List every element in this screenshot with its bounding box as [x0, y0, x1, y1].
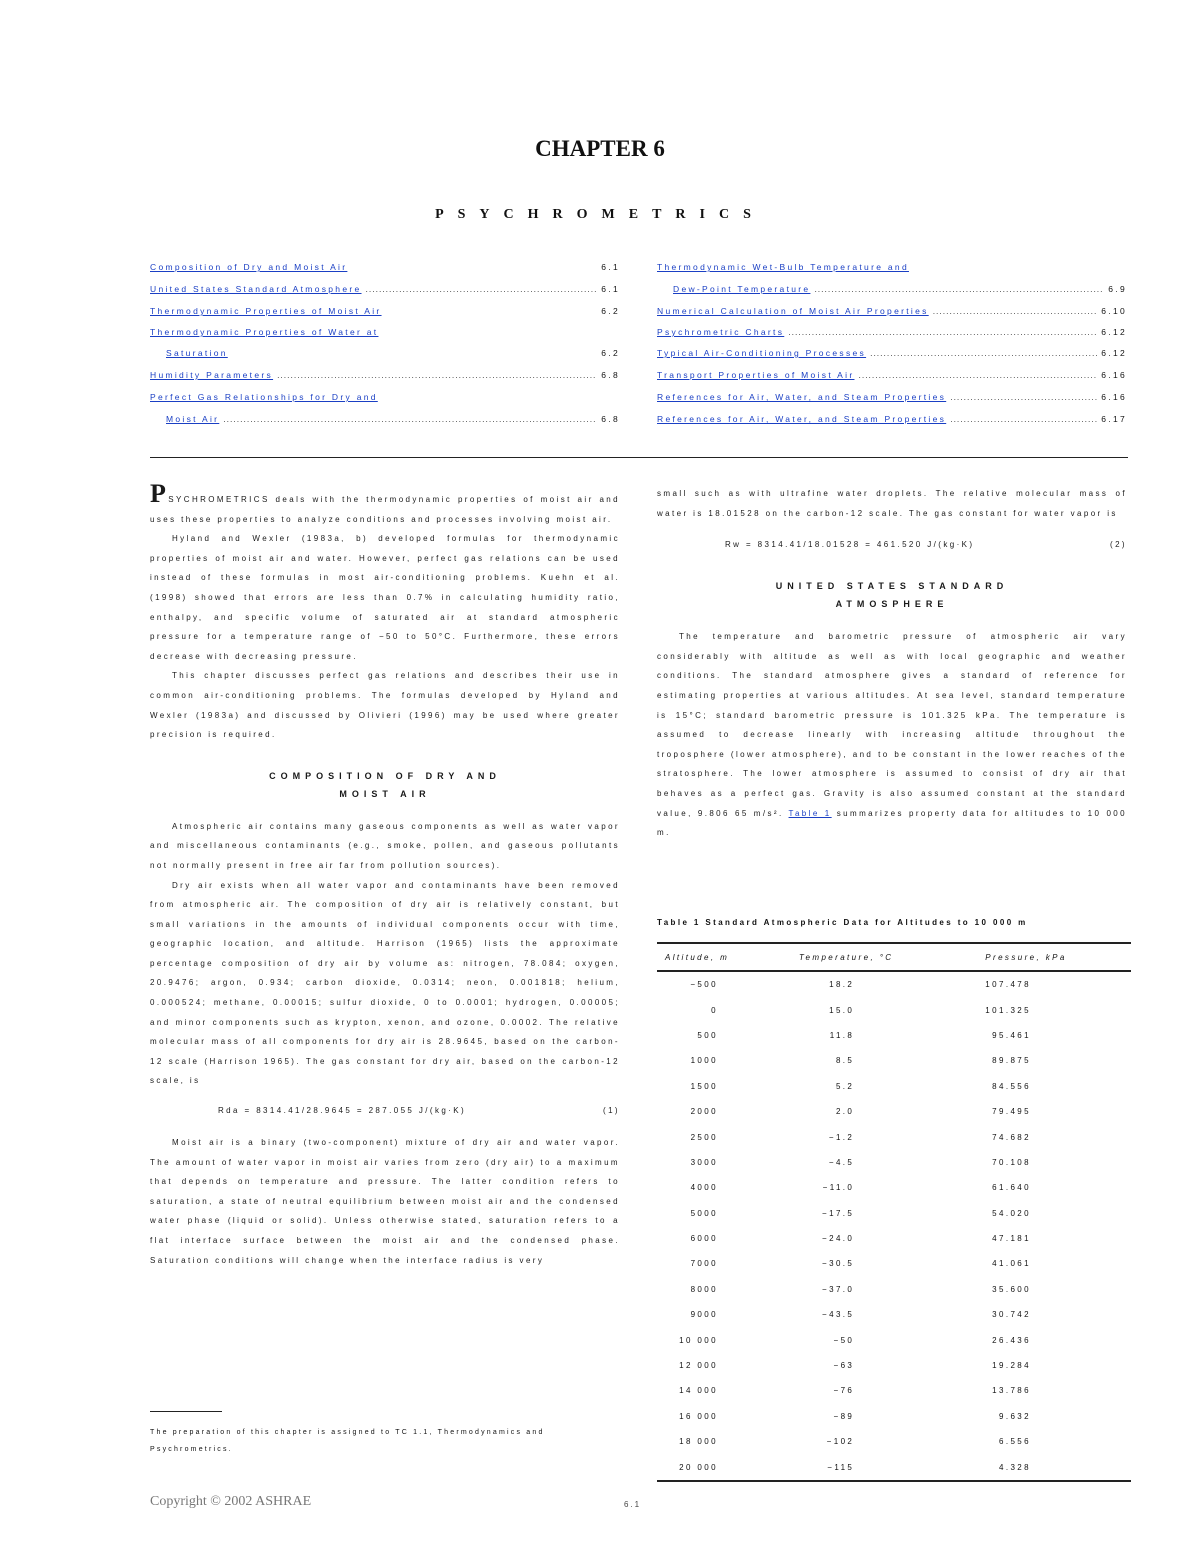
altitude-cell: 2500: [690, 1132, 718, 1142]
temperature-cell: 11.8: [829, 1030, 855, 1040]
equation-1: [150, 1101, 620, 1121]
toc-page: 6.9: [1108, 284, 1127, 294]
pressure-cell: 89.875: [992, 1056, 1031, 1066]
toc-item[interactable]: [166, 414, 620, 424]
altitude-cell: 16 000: [679, 1411, 718, 1421]
temperature-cell: −50: [833, 1335, 855, 1345]
intro-paragraph: PSYCHROMETRICS deals with the thermodynamic properties of moist air and uses these properties to analyze conditions and processes involving moist air.: [150, 479, 620, 524]
altitude-cell: 4000: [690, 1183, 718, 1193]
toc-link[interactable]: References for Air, Water, and Steam Properties: [657, 414, 947, 424]
toc-page: 6.1: [601, 284, 620, 294]
table-row: [657, 1378, 1131, 1403]
pressure-cell: 9.632: [998, 1411, 1031, 1421]
toc-link[interactable]: Saturation: [166, 348, 228, 358]
column-header: Pressure, kPa: [984, 943, 1131, 971]
body-paragraph: Atmospheric air contains many gaseous components as well as water vapor and miscellaneous contaminants (e.g., smoke, pollen, and gaseous pollutants not normally present in free air far from pollution sources).: [150, 821, 620, 870]
toc-link[interactable]: Dew-Point Temperature: [673, 284, 811, 294]
toc-page: 6.2: [601, 306, 620, 316]
toc-page: 6.8: [601, 414, 620, 424]
temperature-cell: −24.0: [822, 1234, 855, 1244]
table-row: [657, 1201, 1131, 1226]
toc-item[interactable]: [150, 327, 620, 337]
body-paragraph: Dry air exists when all water vapor and contaminants have been removed from atmospheric air. The composition of dry air is relatively constant, but small variations in the amounts of individual components occur with time, geographic location, and altitude. Harrison (1965) lists the approximate percentage composition of dry air by volume as: nitrogen, 78.084; oxygen, 20.9476; argon, 0.934; carbon dioxide, 0.0314; neon, 0.001818; helium, 0.000524; methane, 0.00015; sulfur dioxide, 0 to 0.0001; hydrogen, 0.00005; and minor components such as krypton, xenon, and ozone, 0.0002. The relative molecular mass of all components for dry air is 28.9645, based on the carbon-12 scale (Harrison 1965). The gas constant for dry air, based on the carbon-12 scale, is: [150, 880, 620, 1086]
temperature-cell: −63: [833, 1361, 855, 1371]
table-row: [657, 1074, 1131, 1099]
toc-page: 6.17: [1101, 414, 1127, 424]
toc-link[interactable]: Psychrometric Charts: [657, 327, 785, 337]
altitude-cell: 18 000: [679, 1437, 718, 1447]
drop-cap: P: [150, 479, 169, 508]
toc-link[interactable]: Humidity Parameters: [150, 370, 274, 380]
toc-page: 6.8: [601, 370, 620, 380]
pressure-cell: 107.478: [985, 980, 1031, 990]
pressure-cell: 26.436: [992, 1335, 1031, 1345]
pressure-cell: 47.181: [992, 1234, 1031, 1244]
pressure-cell: 41.061: [992, 1259, 1031, 1269]
equation: Rw = 8314.41/18.01528 = 461.520 J/(kg·K): [725, 540, 975, 550]
temperature-cell: −1.2: [828, 1132, 855, 1142]
altitude-cell: 8000: [690, 1284, 718, 1294]
toc-page: 6.12: [1101, 348, 1127, 358]
toc-page: 6.16: [1101, 370, 1127, 380]
left-column: [150, 479, 620, 1270]
altitude-cell: 1000: [690, 1056, 718, 1066]
toc-link[interactable]: Thermodynamic Wet-Bulb Temperature and: [657, 262, 909, 272]
pressure-cell: 54.020: [992, 1208, 1031, 1218]
body-paragraph: small such as with ultrafine water droplets. The relative molecular mass of water is 18.01528 on the carbon-12 scale. The gas constant for water vapor is: [657, 489, 1127, 518]
temperature-cell: 18.2: [829, 980, 855, 990]
toc-item[interactable]: [673, 284, 1127, 294]
footnote: The preparation of this chapter is assigned to TC 1.1, Thermodynamics and Psychrometrics.: [150, 1429, 545, 1453]
temperature-cell: −43.5: [822, 1310, 855, 1320]
body-paragraph: Moist air is a binary (two-component) mixture of dry air and water vapor. The amount of water vapor in moist air varies from zero (dry air) to a maximum that depends on temperature and pressure. The latter condition refers to saturation, a state of neutral equilibrium between moist air and the condensed water phase (liquid or solid). Unless otherwise stated, saturation refers to a flat interface surface between the moist air and the condensed phase. Saturation conditions will change when the interface radius is very: [150, 1138, 620, 1265]
temperature-cell: 8.5: [835, 1056, 855, 1066]
temperature-cell: −4.5: [828, 1157, 855, 1167]
equation-number: (1): [603, 1106, 620, 1116]
column-header: Altitude, m: [657, 943, 798, 971]
toc-item[interactable]: [657, 348, 1127, 358]
chapter-heading: CHAPTER 6: [535, 136, 665, 161]
right-column: [657, 484, 1127, 843]
table-row: [657, 1150, 1131, 1175]
temperature-cell: −76: [833, 1386, 855, 1396]
toc-link[interactable]: Typical Air-Conditioning Processes: [657, 348, 867, 358]
toc-item[interactable]: [150, 306, 620, 316]
toc-link[interactable]: Thermodynamic Properties of Water at: [150, 327, 379, 337]
pressure-cell: 4.328: [984, 1454, 1131, 1480]
toc-item[interactable]: [150, 284, 620, 294]
table-row: [657, 1302, 1131, 1327]
toc-item[interactable]: [657, 262, 1127, 272]
altitude-cell: −500: [690, 980, 718, 990]
toc-item[interactable]: [657, 306, 1127, 316]
temperature-cell: 15.0: [829, 1005, 855, 1015]
altitude-cell: 20 000: [657, 1454, 798, 1480]
pressure-cell: 6.556: [998, 1437, 1031, 1447]
toc-item[interactable]: [150, 262, 620, 272]
toc-link[interactable]: Composition of Dry and Moist Air: [150, 262, 348, 272]
table-row: [657, 1327, 1131, 1352]
pressure-cell: 30.742: [992, 1310, 1031, 1320]
table-row: [657, 1353, 1131, 1378]
section-heading: UNITED STATES STANDARD ATMOSPHERE: [775, 581, 1009, 610]
toc-link[interactable]: Numerical Calculation of Moist Air Properties: [657, 306, 929, 316]
table-row: [657, 1048, 1131, 1073]
toc-link[interactable]: References for Air, Water, and Steam Properties: [657, 392, 947, 402]
equation: Rda = 8314.41/28.9645 = 287.055 J/(kg·K): [218, 1106, 467, 1116]
toc-item[interactable]: [166, 348, 620, 358]
altitude-cell: 14 000: [679, 1386, 718, 1396]
toc-link[interactable]: Moist Air: [166, 414, 220, 424]
toc-divider: [150, 457, 1128, 458]
altitude-cell: 0: [711, 1005, 718, 1015]
toc-item[interactable]: [657, 327, 1127, 337]
temperature-cell: −37.0: [822, 1284, 855, 1294]
pressure-cell: 35.600: [992, 1284, 1031, 1294]
altitude-cell: 7000: [690, 1259, 718, 1269]
pressure-cell: 70.108: [992, 1157, 1031, 1167]
standard-atmosphere-table: [657, 942, 1131, 1482]
temperature-cell: −89: [833, 1411, 855, 1421]
equation-number: (2): [1110, 540, 1127, 550]
toc-item[interactable]: [150, 392, 620, 402]
toc-link[interactable]: Transport Properties of Moist Air: [657, 370, 855, 380]
altitude-cell: 10 000: [679, 1335, 718, 1345]
altitude-cell: 12 000: [679, 1361, 718, 1371]
altitude-cell: 9000: [690, 1310, 718, 1320]
altitude-cell: 1500: [690, 1081, 718, 1091]
table-row: [657, 1251, 1131, 1276]
footnote-rule: [150, 1411, 222, 1412]
toc-link[interactable]: Perfect Gas Relationships for Dry and: [150, 392, 378, 402]
altitude-cell: 500: [697, 1030, 718, 1040]
temperature-cell: −102: [826, 1437, 855, 1447]
section-heading: COMPOSITION OF DRY AND MOIST AIR: [269, 770, 501, 799]
altitude-cell: 6000: [690, 1234, 718, 1244]
body-paragraph: This chapter discusses perfect gas relations and describes their use in common air-conditioning problems. The formulas developed by Hyland and Wexler (1983a) and discussed by Olivieri (1996) may be used where greater precision is required.: [150, 671, 620, 740]
toc-page: 6.16: [1101, 392, 1127, 402]
pressure-cell: 101.325: [985, 1005, 1031, 1015]
toc-item[interactable]: [657, 392, 1127, 402]
equation-2: [657, 535, 1127, 555]
table-row: [657, 1175, 1131, 1200]
pressure-cell: 84.556: [992, 1081, 1031, 1091]
table-caption: Table 1 Standard Atmospheric Data for Altitudes to 10 000 m: [657, 918, 1028, 927]
toc-item[interactable]: [657, 370, 1127, 380]
toc-item[interactable]: [150, 370, 620, 380]
altitude-cell: 3000: [690, 1157, 718, 1167]
table-row: [657, 1277, 1131, 1302]
altitude-cell: 5000: [690, 1208, 718, 1218]
pressure-cell: 13.786: [992, 1386, 1031, 1396]
temperature-cell: 2.0: [835, 1107, 855, 1117]
table-row: [657, 1454, 1131, 1480]
table-1-link[interactable]: Table 1: [788, 808, 832, 818]
table-row: [657, 1226, 1131, 1251]
chapter-title: PSYCHROMETRICS: [435, 207, 765, 222]
pressure-cell: 95.461: [992, 1030, 1031, 1040]
pressure-cell: 74.682: [992, 1132, 1031, 1142]
pressure-cell: 19.284: [992, 1361, 1031, 1371]
toc-item[interactable]: [657, 414, 1127, 424]
toc-page: 6.1: [601, 262, 620, 272]
table-row: [657, 1023, 1131, 1048]
temperature-cell: −30.5: [822, 1259, 855, 1269]
temperature-cell: −17.5: [822, 1208, 855, 1218]
temperature-cell: −11.0: [822, 1183, 855, 1193]
temperature-cell: 5.2: [835, 1081, 855, 1091]
toc-link[interactable]: United States Standard Atmosphere: [150, 284, 362, 294]
toc-link[interactable]: Thermodynamic Properties of Moist Air: [150, 306, 382, 316]
toc-page: 6.2: [601, 348, 620, 358]
table-row: [657, 1429, 1131, 1454]
toc-page: 6.10: [1101, 306, 1127, 316]
table-row: [657, 997, 1131, 1022]
table-header-row: [657, 943, 1131, 971]
body-paragraph: The temperature and barometric pressure of atmospheric air vary considerably with altitude as well as with local geographic and weather conditions. The standard atmosphere gives a standard of reference for estimating properties at various altitudes. At sea level, standard temperature is 15°C; standard barometric pressure is 101.325 kPa. The temperature is assumed to decrease linearly with increasing altitude throughout the troposphere (lower atmosphere), and to be constant in the lower reaches of the stratosphere. The lower atmosphere is assumed to consist of dry air that behaves as a perfect gas. Gravity is also assumed constant at the standard value, 9.806 65 m/s². Table 1 summarizes property data for altitudes to 10 000 m.: [657, 632, 1127, 838]
table-row: [657, 971, 1131, 997]
copyright: Copyright © 2002 ASHRAE: [150, 1494, 312, 1509]
body-paragraph: Hyland and Wexler (1983a, b) developed formulas for thermodynamic properties of moist air and water. However, perfect gas relations can be used instead of these formulas in most air-conditioning problems. Kuehn et al. (1998) showed that errors are less than 0.7% in calculating humidity ratio, enthalpy, and specific volume of saturated air at standard atmospheric pressure for a temperature range of −50 to 50°C. Furthermore, these errors decrease with decreasing pressure.: [150, 534, 620, 661]
temperature-cell: −115: [798, 1454, 984, 1480]
toc-page: 6.12: [1101, 327, 1127, 337]
pressure-cell: 79.495: [992, 1107, 1031, 1117]
table-row: [657, 1124, 1131, 1149]
altitude-cell: 2000: [690, 1107, 718, 1117]
page-number: 6.1: [624, 1500, 642, 1509]
table-row: [657, 1099, 1131, 1124]
column-header: Temperature, °C: [798, 943, 984, 971]
pressure-cell: 61.640: [992, 1183, 1031, 1193]
table-row: [657, 1404, 1131, 1429]
